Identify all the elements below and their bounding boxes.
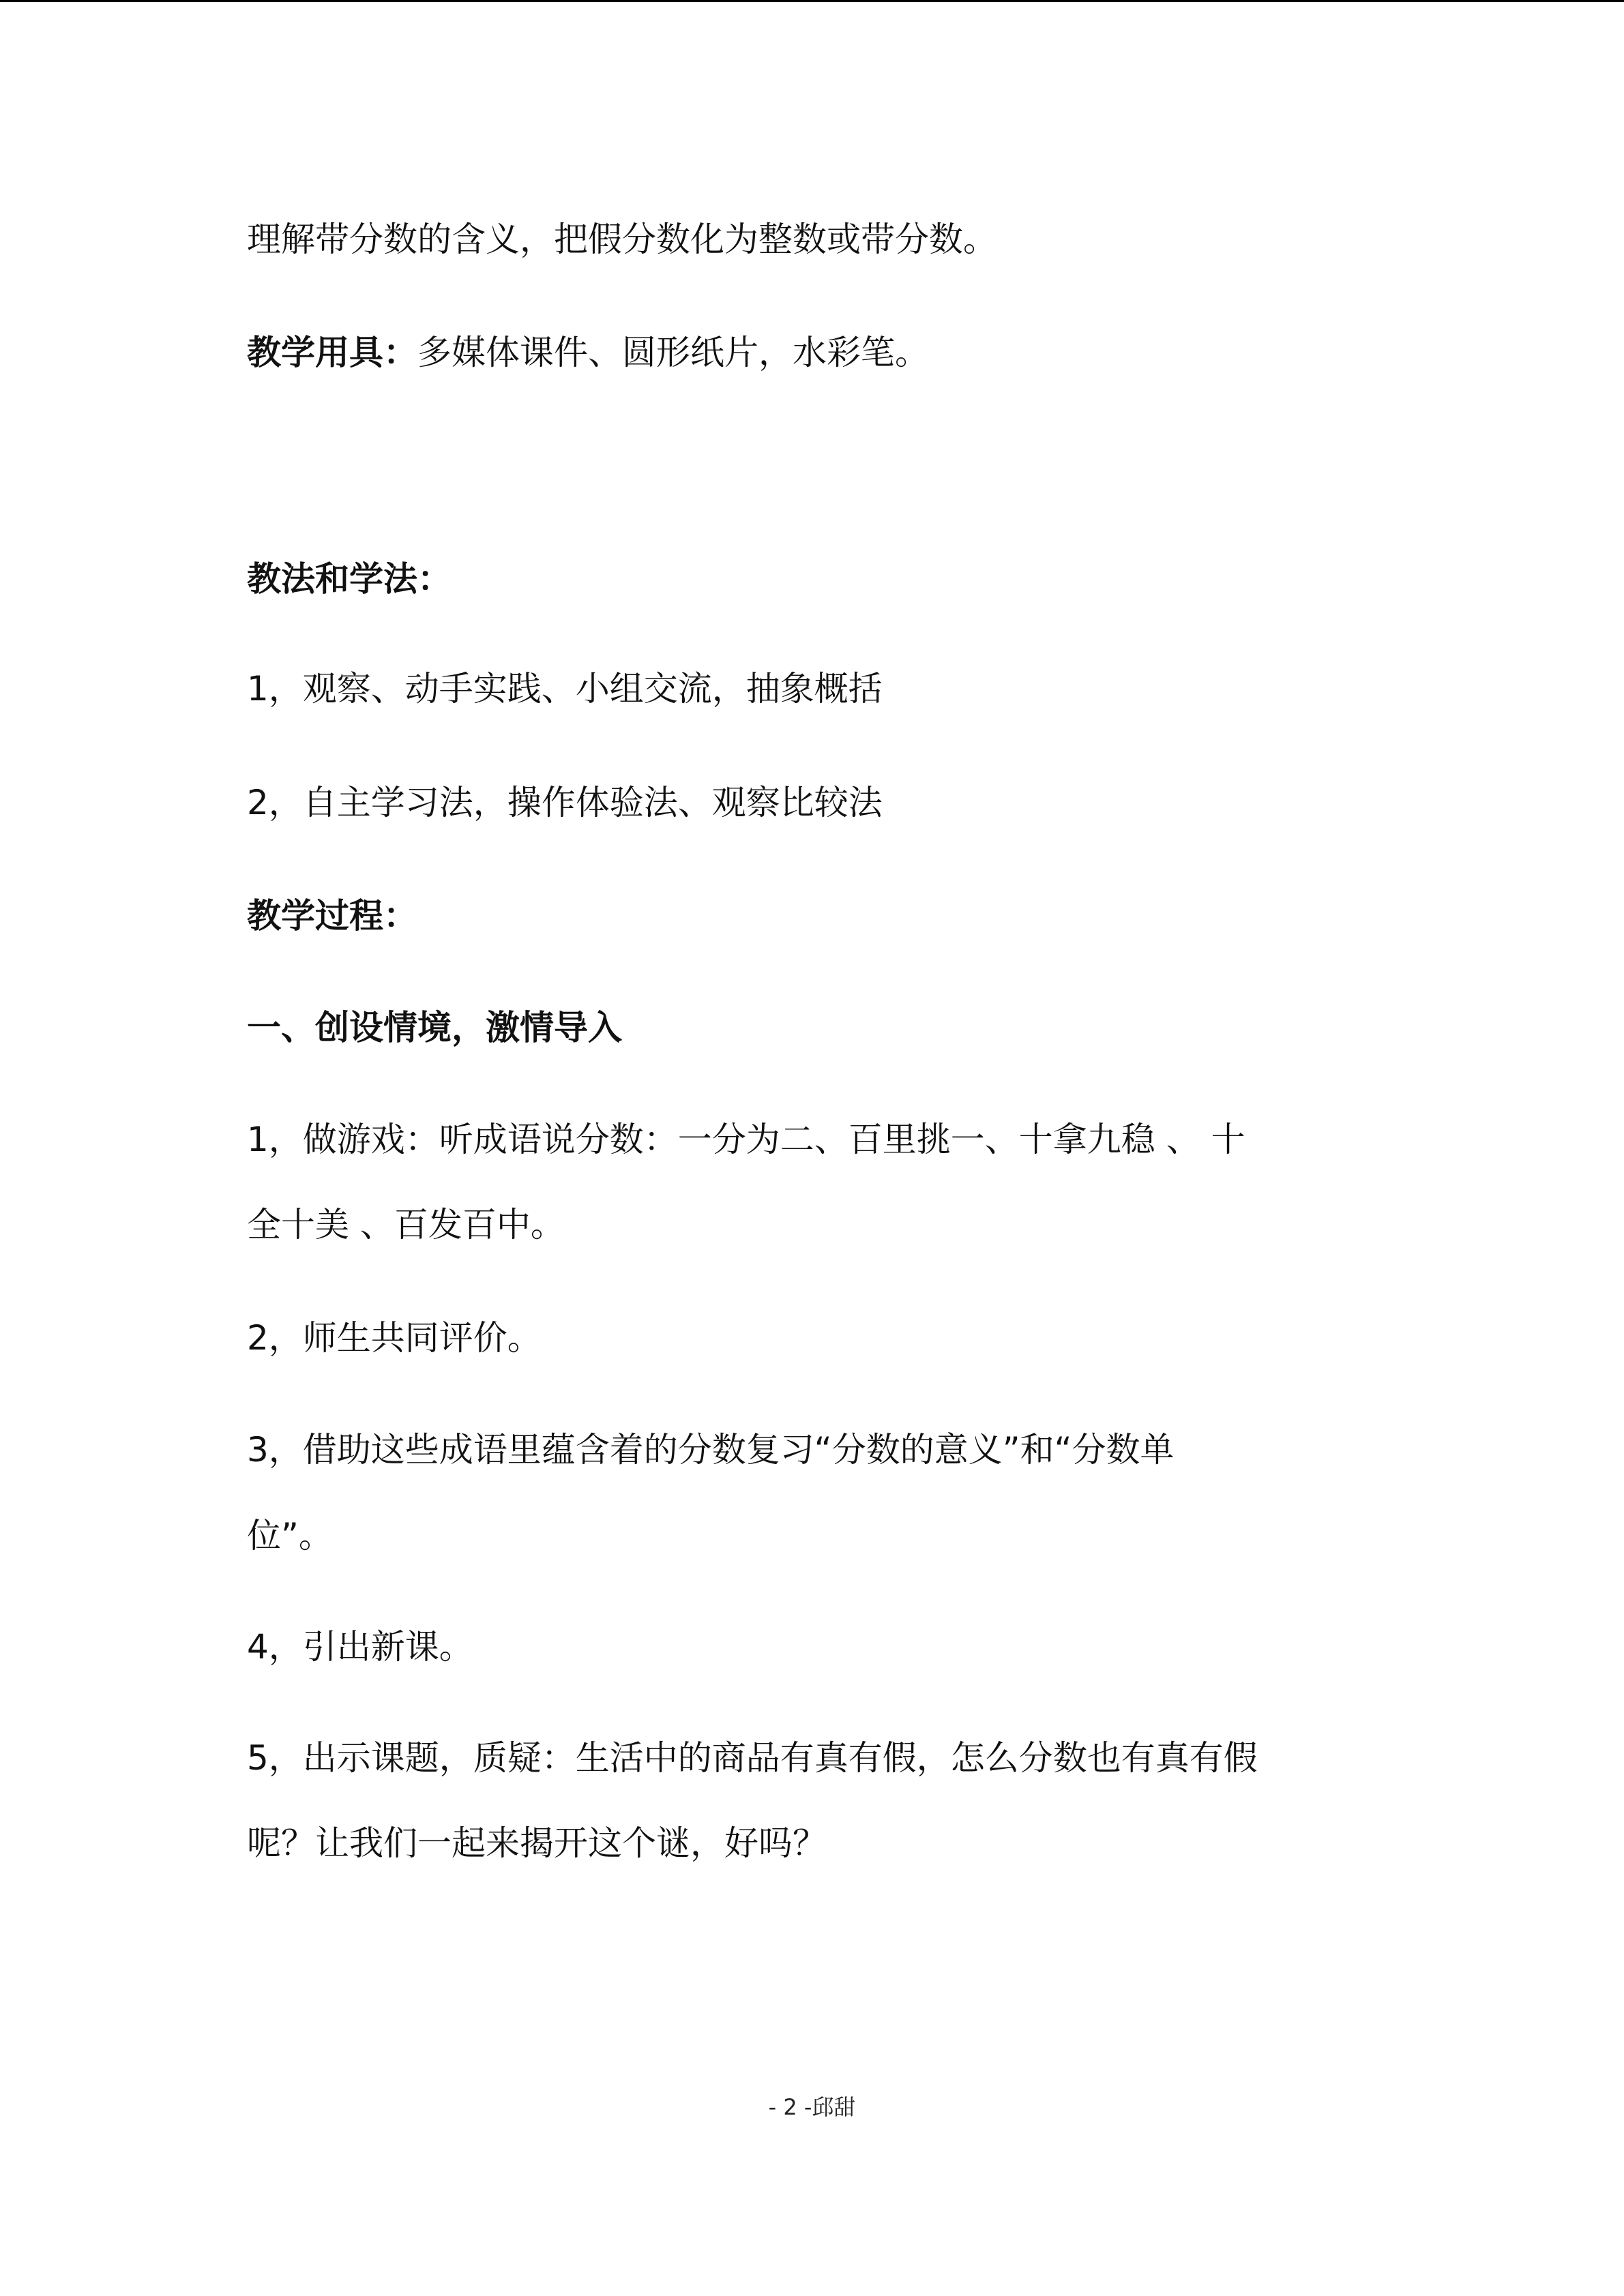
page-footer: - 2 -邱甜: [768, 2094, 856, 2120]
paragraph-line: 1，观察、动手实践、小组交流，抽象概括: [247, 669, 883, 709]
paragraph-line: 2，师生共同评价。: [247, 1318, 542, 1358]
section-heading: 一、创设情境，激情导入: [247, 1008, 622, 1047]
paragraph-line: 3，借助这些成语里蕴含着的分数复习“分数的意义”和“分数单: [247, 1430, 1175, 1470]
page-top-border: [0, 0, 1624, 2]
paragraph-line: 4，引出新课。: [247, 1627, 473, 1667]
section-heading: 教法和学法：: [247, 559, 452, 599]
paragraph-line: 全十美 、百发百中。: [247, 1205, 565, 1244]
paragraph-line: [247, 332, 1379, 373]
section-heading: 教学过程：: [247, 896, 417, 936]
inline-label: 教学用具：: [247, 333, 417, 372]
paragraph-line: 2，自主学习法，操作体验法、观察比较法: [247, 783, 883, 822]
paragraph-line: 位”。: [247, 1516, 333, 1555]
paragraph-line: 理解带分数的含义，把假分数化为整数或带分数。: [247, 220, 997, 259]
paragraph-line: 5，出示课题，质疑：生活中的商品有真有假，怎么分数也有真有假: [247, 1738, 1258, 1778]
paragraph-line: 呢？让我们一起来揭开这个谜，好吗？: [247, 1823, 827, 1863]
inline-text: 多媒体课件、圆形纸片，水彩笔。: [417, 333, 929, 372]
paragraph-line: 1，做游戏：听成语说分数：一分为二、百里挑一、十拿九稳 、 十: [247, 1120, 1245, 1159]
